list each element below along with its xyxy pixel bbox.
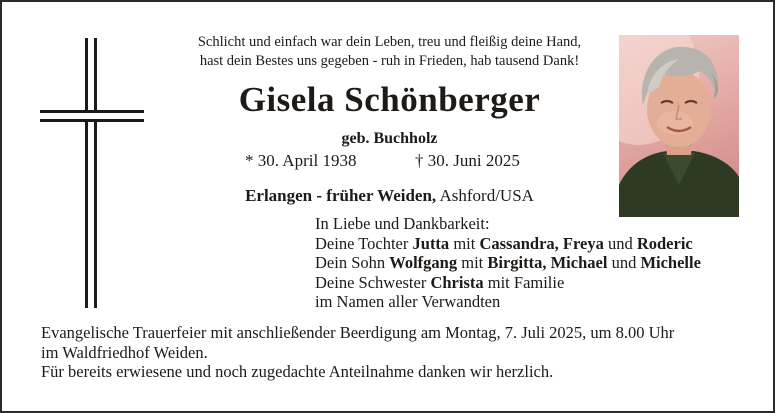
ceremony-info bbox=[41, 323, 674, 382]
residence-rest: Ashford/USA bbox=[436, 186, 534, 205]
ceremony-line-3: Für bereits erwiesene und noch zugedachte Anteilnahme danken wir herzlich. bbox=[41, 362, 554, 381]
ceremony-line-1: Evangelische Trauerfeier mit anschließender Beerdigung am Montag, 7. Juli 2025, um 8.00 Uhr bbox=[41, 323, 675, 342]
motto-verse bbox=[162, 33, 617, 71]
family-line: Deine Tochter Jutta mit Cassandra, Freya und Roderic bbox=[315, 233, 693, 253]
deceased-name: Gisela Schönberger bbox=[238, 80, 541, 119]
family-line: Dein Sohn Wolfgang mit Birgitta, Michael und Michelle bbox=[315, 253, 701, 272]
motto-line-1: Schlicht und einfach war dein Leben, treu und fleißig deine Hand, bbox=[197, 34, 582, 50]
portrait-photo bbox=[619, 35, 739, 217]
family-list bbox=[315, 214, 701, 312]
death-date: † 30. Juni 2025 bbox=[415, 151, 520, 170]
birth-date: * 30. April 1938 bbox=[245, 151, 357, 170]
family-intro: In Liebe und Dankbarkeit: bbox=[315, 214, 490, 233]
ceremony-line-2: im Waldfriedhof Weiden. bbox=[41, 342, 208, 362]
motto-line-2: hast dein Bestes uns gegeben - ruh in Frieden, hab tausend Dank! bbox=[199, 53, 580, 69]
residence-bold: Erlangen - früher Weiden, bbox=[245, 186, 437, 205]
family-line: Deine Schwester Christa mit Familie bbox=[315, 272, 565, 292]
birth-name: geb. Buchholz bbox=[341, 130, 438, 147]
residence bbox=[162, 186, 617, 206]
family-closing: im Namen aller Verwandten bbox=[315, 292, 501, 311]
